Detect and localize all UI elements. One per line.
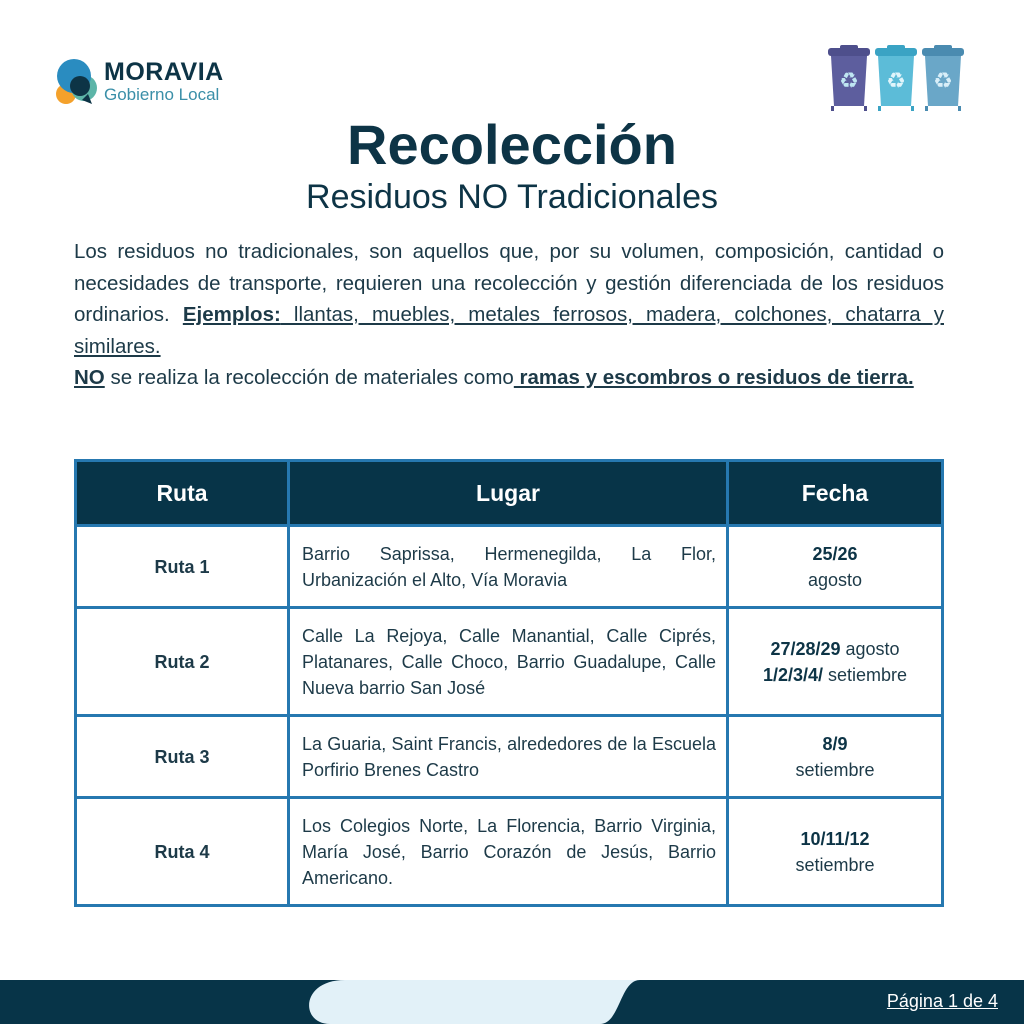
table-header-row	[76, 461, 943, 526]
routes-table	[74, 459, 944, 907]
no-emphasis: NO	[74, 366, 105, 389]
fecha-month: setiembre	[795, 854, 875, 875]
table-row	[76, 798, 943, 906]
intro-paragraph-exclusions	[74, 362, 944, 394]
header-lugar: Lugar	[289, 461, 728, 526]
page-title: Recolección	[347, 113, 677, 176]
svg-text:♻: ♻	[839, 69, 859, 94]
cell-lugar: Calle La Rejoya, Calle Manantial, Calle Ciprés, Platanares, Calle Choco, Barrio Guadalupe, Calle Nueva barrio San José	[289, 608, 728, 716]
logo-name: MORAVIA	[104, 58, 224, 86]
fecha-month: setiembre	[823, 664, 908, 685]
header-fecha: Fecha	[728, 461, 943, 526]
fecha-days: 8/9	[822, 733, 848, 754]
logo-speech-bubble-icon	[52, 56, 102, 106]
cell-ruta: Ruta 1	[76, 526, 289, 608]
footer-band	[0, 980, 1024, 1024]
cell-fecha	[728, 798, 943, 906]
cell-lugar: Los Colegios Norte, La Florencia, Barrio Virginia, María José, Barrio Corazón de Jesús, Barrio Americano.	[289, 798, 728, 906]
fecha-month: agosto	[840, 638, 900, 659]
page-indicator-link[interactable]: Página 1 de 4	[886, 991, 998, 1011]
cell-fecha	[728, 526, 943, 608]
recycle-bin-icon	[875, 45, 917, 111]
cell-lugar: La Guaria, Saint Francis, alrededores de la Escuela Porfirio Brenes Castro	[289, 716, 728, 798]
fecha-days: 1/2/3/4/	[762, 664, 823, 685]
header-ruta: Ruta	[76, 461, 289, 526]
fecha-month: setiembre	[795, 759, 875, 780]
table-row	[76, 716, 943, 798]
svg-text:♻: ♻	[933, 69, 953, 94]
intro-paragraph-definition	[74, 236, 944, 362]
moravia-logo	[52, 56, 272, 106]
page-subtitle: Residuos NO Tradicionales	[306, 178, 718, 216]
recycle-bin-icon	[828, 45, 870, 111]
fecha-days: 25/26	[812, 543, 858, 564]
fecha-month: agosto	[807, 569, 863, 590]
table-row	[76, 526, 943, 608]
cell-fecha	[728, 608, 943, 716]
fecha-days: 10/11/12	[800, 828, 870, 849]
svg-text:♻: ♻	[886, 69, 906, 94]
fecha-days: 27/28/29	[770, 638, 841, 659]
examples-label: Ejemplos:	[182, 303, 281, 326]
cell-ruta: Ruta 4	[76, 798, 289, 906]
intro-text	[74, 236, 944, 394]
exclusions-text: se realiza la recolección de materiales como	[104, 366, 514, 389]
logo-subtitle: Gobierno Local	[104, 85, 220, 104]
intro-definition: Los residuos no tradicionales, son aquellos que, por su volumen, composición, cantidad o necesidades de transporte, requieren una recolección y gestión diferenciada de los residuos ordinarios.	[74, 240, 944, 326]
cell-ruta: Ruta 2	[76, 608, 289, 716]
recycle-bins-illustration	[826, 44, 968, 112]
cell-lugar: Barrio Saprissa, Hermenegilda, La Flor, Urbanización el Alto, Vía Moravia	[289, 526, 728, 608]
examples-list: llantas, muebles, metales ferrosos, madera, colchones, chatarra y similares.	[74, 303, 944, 358]
cell-ruta: Ruta 3	[76, 716, 289, 798]
recycle-bin-icon	[922, 45, 964, 111]
cell-fecha	[728, 716, 943, 798]
table-row	[76, 608, 943, 716]
exclusions-emphasis: ramas y escombros o residuos de tierra.	[513, 366, 914, 389]
